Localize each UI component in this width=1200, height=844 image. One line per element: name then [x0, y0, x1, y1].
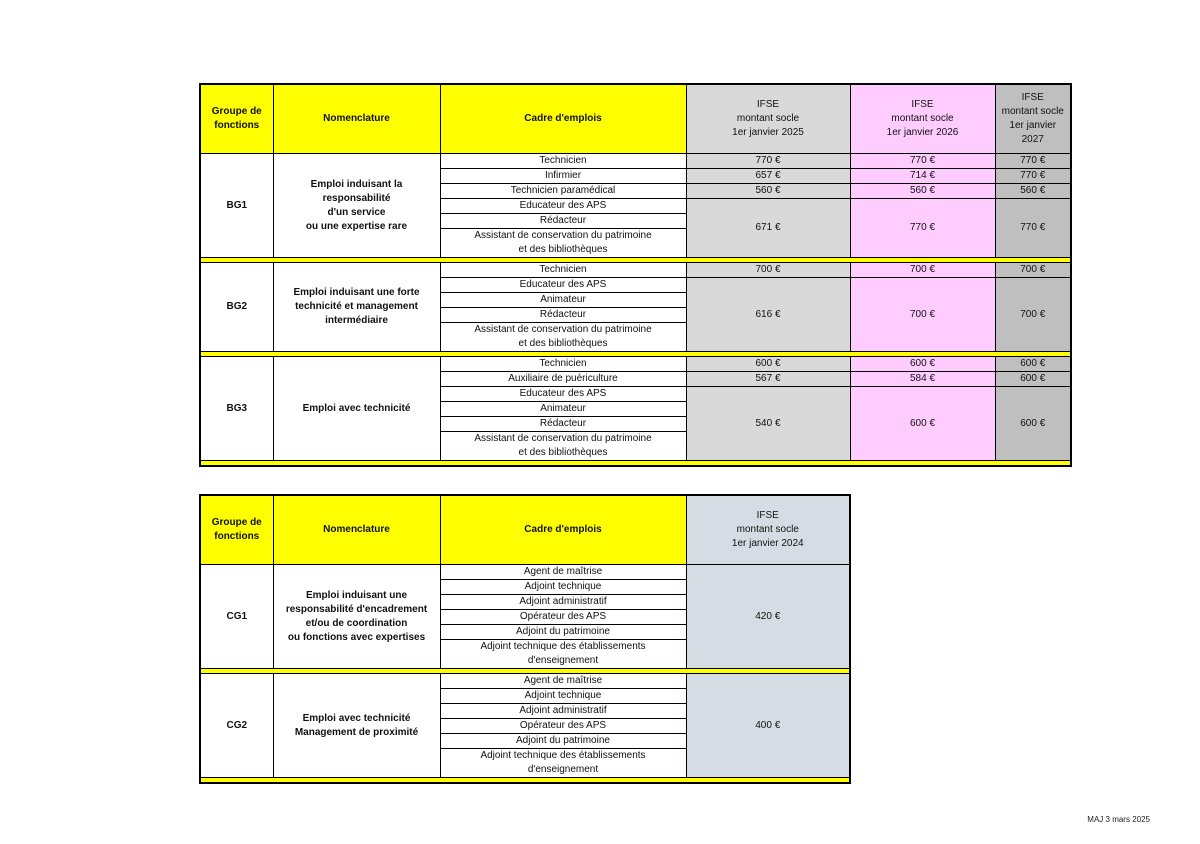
group-code: BG1 [200, 154, 273, 258]
header-row [200, 84, 1071, 154]
cadre-emplois: Opérateur des APS [440, 719, 686, 734]
header-ifse-2027: IFSE montant socle 1er janvier 2027 [995, 84, 1071, 154]
header-nomenclature: Nomenclature [273, 495, 440, 565]
ifse-2027-value: 770 € [995, 154, 1071, 169]
cadre-emplois: Technicien [440, 357, 686, 372]
cadre-emplois: Animateur [440, 402, 686, 417]
cadre-emplois: Opérateur des APS [440, 610, 686, 625]
cadre-emplois: Agent de maîtrise [440, 674, 686, 689]
ifse-2027-value: 600 € [995, 372, 1071, 387]
cadre-emplois: Educateur des APS [440, 278, 686, 293]
ifse-2025-value: 616 € [686, 278, 850, 352]
cadre-emplois: Animateur [440, 293, 686, 308]
ifse-2025-value: 540 € [686, 387, 850, 461]
cadre-emplois: Rédacteur [440, 417, 686, 432]
separator-bar [200, 461, 1071, 467]
table-row [200, 674, 850, 689]
nomenclature: Emploi avec technicité [273, 357, 440, 461]
ifse-2026-value: 770 € [850, 154, 995, 169]
ifse-2025-value: 700 € [686, 263, 850, 278]
ifse-2026-value: 560 € [850, 184, 995, 199]
ifse-table-category-b [199, 83, 1072, 467]
ifse-2026-value: 700 € [850, 278, 995, 352]
ifse-2026-value: 770 € [850, 199, 995, 258]
header-groupe: Groupe de fonctions [200, 84, 273, 154]
ifse-2026-value: 600 € [850, 387, 995, 461]
ifse-2027-value: 700 € [995, 278, 1071, 352]
ifse-2026-value: 584 € [850, 372, 995, 387]
cadre-emplois: Adjoint du patrimoine [440, 625, 686, 640]
cadre-emplois: Technicien [440, 263, 686, 278]
cadre-emplois: Adjoint administratif [440, 595, 686, 610]
table-row [200, 154, 1071, 169]
ifse-2026-value: 714 € [850, 169, 995, 184]
ifse-2026-value: 700 € [850, 263, 995, 278]
ifse-2025-value: 567 € [686, 372, 850, 387]
header-ifse-2024: IFSE montant socle 1er janvier 2024 [686, 495, 850, 565]
table1-body [200, 154, 1071, 467]
group-code: CG2 [200, 674, 273, 778]
ifse-2025-value: 770 € [686, 154, 850, 169]
cadre-emplois: Technicien paramédical [440, 184, 686, 199]
nomenclature: Emploi induisant une responsabilité d'encadrement et/ou de coordination ou fonctions avec expertises [273, 565, 440, 669]
nomenclature: Emploi avec technicité Management de proximité [273, 674, 440, 778]
header-nomenclature: Nomenclature [273, 84, 440, 154]
cadre-emplois: Infirmier [440, 169, 686, 184]
ifse-2025-value: 560 € [686, 184, 850, 199]
table-row [200, 263, 1071, 278]
group-separator [200, 461, 1071, 467]
ifse-2027-value: 600 € [995, 387, 1071, 461]
ifse-2027-value: 700 € [995, 263, 1071, 278]
nomenclature: Emploi induisant la responsabilité d'un service ou une expertise rare [273, 154, 440, 258]
table-row [200, 357, 1071, 372]
ifse-2025-value: 657 € [686, 169, 850, 184]
cadre-emplois: Adjoint technique des établissements d'enseignement [440, 749, 686, 778]
ifse-2024-value: 420 € [686, 565, 850, 669]
cadre-emplois: Adjoint du patrimoine [440, 734, 686, 749]
ifse-2024-value: 400 € [686, 674, 850, 778]
ifse-2027-value: 560 € [995, 184, 1071, 199]
ifse-2025-value: 600 € [686, 357, 850, 372]
cadre-emplois: Auxiliaire de puériculture [440, 372, 686, 387]
cadre-emplois: Assistant de conservation du patrimoine et des bibliothèques [440, 323, 686, 352]
cadre-emplois: Adjoint technique [440, 689, 686, 704]
group-code: BG3 [200, 357, 273, 461]
nomenclature: Emploi induisant une forte technicité et management intermédiaire [273, 263, 440, 352]
header-row [200, 495, 850, 565]
cadre-emplois: Adjoint technique [440, 580, 686, 595]
cadre-emplois: Assistant de conservation du patrimoine et des bibliothèques [440, 229, 686, 258]
ifse-2027-value: 770 € [995, 169, 1071, 184]
cadre-emplois: Agent de maîtrise [440, 565, 686, 580]
cadre-emplois: Rédacteur [440, 214, 686, 229]
group-code: BG2 [200, 263, 273, 352]
separator-bar [200, 778, 850, 784]
header-cadre: Cadre d'emplois [440, 84, 686, 154]
ifse-2027-value: 600 € [995, 357, 1071, 372]
header-groupe: Groupe de fonctions [200, 495, 273, 565]
header-ifse-2026: IFSE montant socle 1er janvier 2026 [850, 84, 995, 154]
cadre-emplois: Educateur des APS [440, 199, 686, 214]
header-cadre: Cadre d'emplois [440, 495, 686, 565]
group-separator [200, 778, 850, 784]
cadre-emplois: Rédacteur [440, 308, 686, 323]
cadre-emplois: Adjoint administratif [440, 704, 686, 719]
ifse-table-category-c [199, 494, 851, 784]
ifse-2026-value: 600 € [850, 357, 995, 372]
ifse-2025-value: 671 € [686, 199, 850, 258]
cadre-emplois: Assistant de conservation du patrimoine et des bibliothèques [440, 432, 686, 461]
update-date: MAJ 3 mars 2025 [1087, 815, 1150, 824]
table-row [200, 565, 850, 580]
group-code: CG1 [200, 565, 273, 669]
cadre-emplois: Educateur des APS [440, 387, 686, 402]
header-ifse-2025: IFSE montant socle 1er janvier 2025 [686, 84, 850, 154]
cadre-emplois: Adjoint technique des établissements d'enseignement [440, 640, 686, 669]
ifse-2027-value: 770 € [995, 199, 1071, 258]
table2-body [200, 565, 850, 784]
cadre-emplois: Technicien [440, 154, 686, 169]
